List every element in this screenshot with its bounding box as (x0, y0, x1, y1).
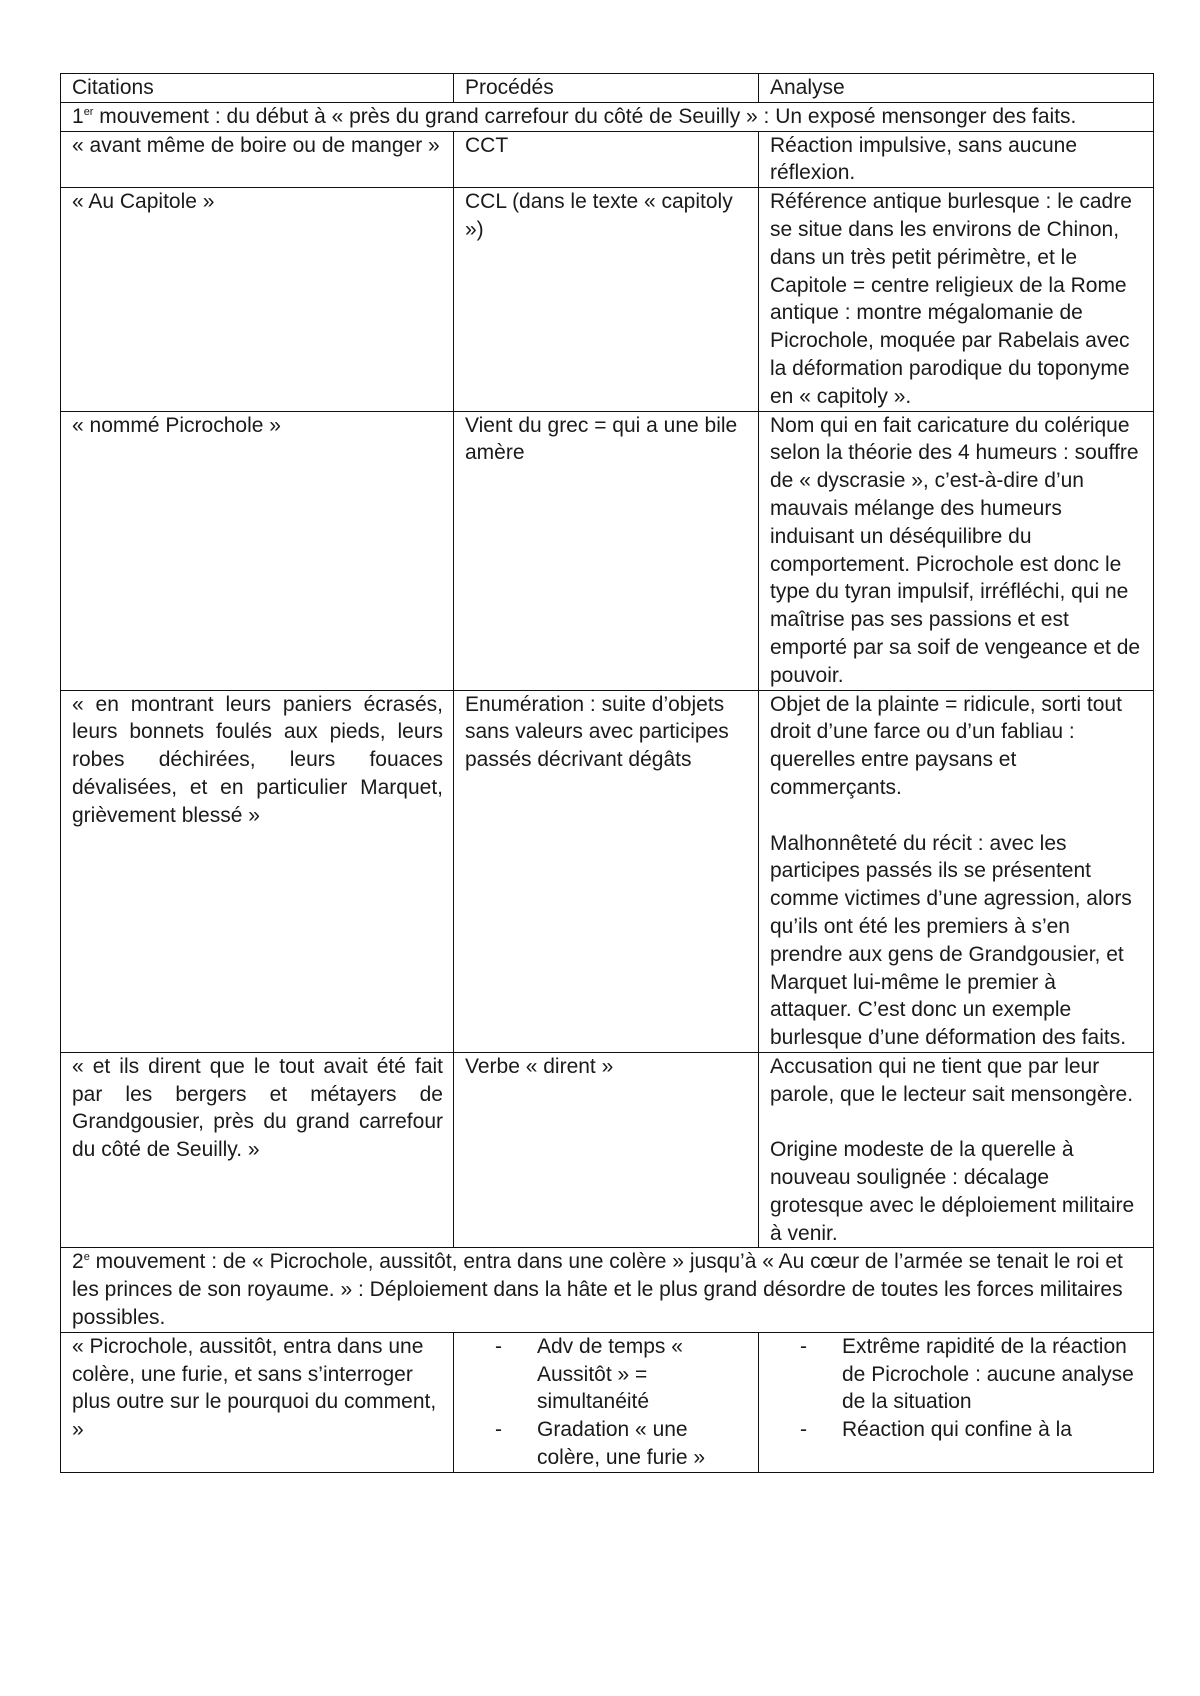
analyse-paragraph: Nom qui en fait caricature du colérique selon la théorie des 4 humeurs : souffre de « dyscrasie », c’est-à-dire d’un mauvais mélange des humeurs induisant un déséquilibre du comportement. Picrochole est donc le type du tyran impulsif, irréfléchi, qui ne maîtrise pas ses passions et est emporté par sa soif de vengeance et de pouvoir. (770, 413, 1141, 687)
analyse-cell (759, 131, 1154, 188)
citation-cell: « Au Capitole » (61, 188, 454, 411)
analyse-cell (759, 690, 1154, 1052)
citation-cell: « Picrochole, aussitôt, entra dans une colère, une furie, et sans s’interroger plus outre sur le pourquoi du comment, » (61, 1332, 454, 1472)
analyse-cell (759, 1052, 1154, 1248)
header-row (61, 74, 1154, 103)
table-row (61, 411, 1154, 690)
section-number: 2 (72, 1250, 84, 1274)
analyse-cell (759, 1332, 1154, 1472)
procede-cell: CCL (dans le texte « capitoly ») (454, 188, 759, 411)
analyse-paragraph: Référence antique burlesque : le cadre se situe dans les environs de Chinon, dans un très petit périmètre, et le Capitole = centre religieux de la Rome antique : montre mégalomanie de Picrochole, moquée par Rabelais avec la déformation parodique du toponyme en « capitoly ». (770, 190, 1132, 408)
analyse-cell (759, 411, 1154, 690)
table-row (61, 131, 1154, 188)
procede-cell: Verbe « dirent » (454, 1052, 759, 1248)
section-heading-2 (61, 1248, 1154, 1332)
header-procedes: Procédés (454, 74, 759, 103)
document-page (60, 73, 1153, 1473)
citation-cell: « et ils dirent que le tout avait été fait par les bergers et métayers de Grandgousier, près du grand carrefour du côté de Seuilly. » (61, 1052, 454, 1248)
analyse-paragraph: Origine modeste de la querelle à nouveau soulignée : décalage grotesque avec le déploiement militaire à venir. (770, 1138, 1135, 1245)
procede-cell: CCT (454, 131, 759, 188)
analyse-paragraph: Réaction impulsive, sans aucune réflexion. (770, 133, 1078, 185)
section-text: mouvement : de « Picrochole, aussitôt, entra dans une colère » jusqu’à « Au cœur de l’armée se tenait le roi et les princes de son royaume. » : Déploiement dans la hâte et le plus grand désordre de toutes les forces militaires possibles. (72, 1250, 1123, 1330)
section-text: mouvement : du début à « près du grand carrefour du côté de Seuilly » : Un exposé mensonger des faits. (93, 104, 1077, 128)
paragraph-gap (770, 1108, 1143, 1136)
section-ordinal: er (83, 105, 94, 118)
procede-cell: Vient du grec = qui a une bile amère (454, 411, 759, 690)
section-row-2 (61, 1248, 1154, 1332)
section-ordinal: e (83, 1251, 90, 1264)
table-row (61, 188, 1154, 411)
header-analyse: Analyse (759, 74, 1154, 103)
section-row-1 (61, 102, 1154, 131)
analyse-list (770, 1333, 1143, 1444)
list-item: - Gradation « une colère, une furie » (495, 1416, 748, 1472)
list-item: - Adv de temps « Aussitôt » = simultanéité (495, 1333, 748, 1416)
analyse-paragraph: Objet de la plainte = ridicule, sorti tout droit d’une farce ou d’un fabliau : querelles entre paysans et commerçants. (770, 692, 1122, 799)
analyse-paragraph: Accusation qui ne tient que par leur parole, que le lecteur sait mensongère. (770, 1054, 1134, 1106)
citation-cell: « avant même de boire ou de manger » (61, 131, 454, 188)
procede-list (465, 1333, 748, 1472)
citation-cell: « nommé Picrochole » (61, 411, 454, 690)
table-row (61, 690, 1154, 1052)
citation-cell: « en montrant leurs paniers écrasés, leurs bonnets foulés aux pieds, leurs robes déchirées, leurs fouaces dévalisées, et en particulier Marquet, grièvement blessé » (61, 690, 454, 1052)
analyse-paragraph: Malhonnêteté du récit : avec les participes passés ils se présentent comme victimes d’une agression, alors qu’ils ont été les premiers à s’en prendre aux gens de Grandgousier, et Marquet lui-même le premier à attaquer. C’est donc un exemple burlesque d’une déformation des faits. (770, 831, 1132, 1050)
analyse-cell (759, 188, 1154, 411)
list-item: - Extrême rapidité de la réaction de Picrochole : aucune analyse de la situation (800, 1333, 1143, 1416)
section-number: 1 (72, 104, 84, 128)
paragraph-gap (770, 802, 1143, 830)
header-citations: Citations (61, 74, 454, 103)
table-row (61, 1332, 1154, 1472)
analysis-table (60, 73, 1154, 1473)
table-row (61, 1052, 1154, 1248)
list-item: - Réaction qui confine à la (800, 1416, 1143, 1444)
procede-cell: Enumération : suite d’objets sans valeurs avec participes passés décrivant dégâts (454, 690, 759, 1052)
section-heading-1 (61, 102, 1154, 131)
procede-cell (454, 1332, 759, 1472)
